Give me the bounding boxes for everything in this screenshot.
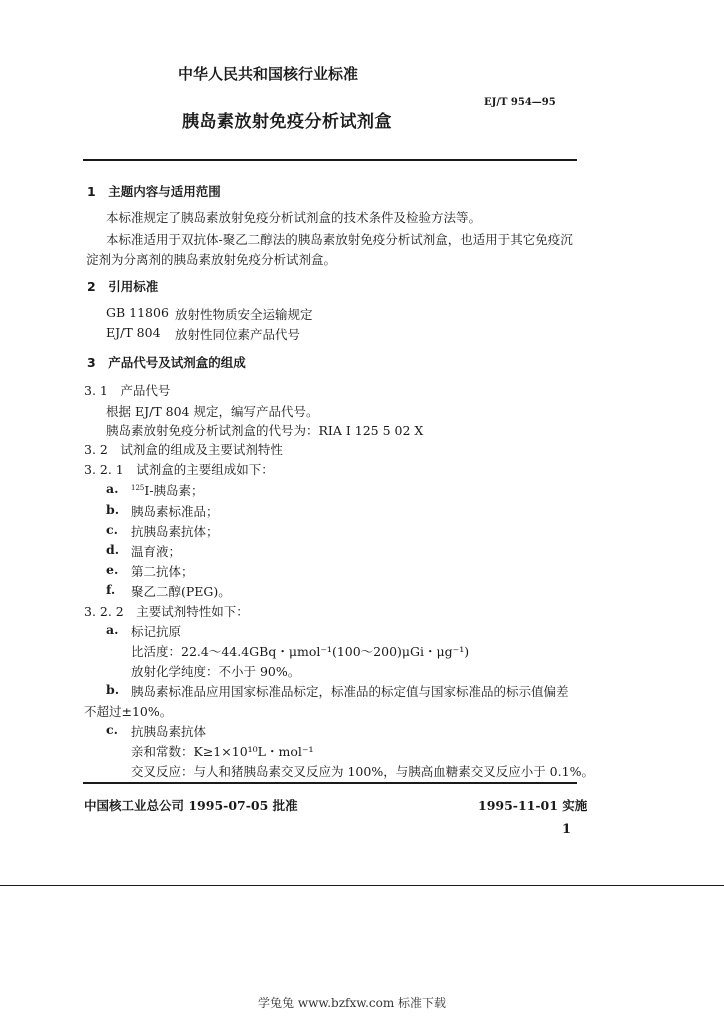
subsection-3-2-2-heading: 3. 2. 2 主要试剂特性如下： xyxy=(84,604,249,619)
approval-line: 中国核工业总公司 1995-07-05 批准 xyxy=(84,798,298,813)
list-item-marker: b. xyxy=(106,502,120,517)
list-item-text: I-胰岛素； xyxy=(144,483,204,498)
antibody-heading: 抗胰岛素抗体 xyxy=(131,724,207,739)
subsection-3-2-heading: 3. 2 试剂盒的组成及主要试剂特性 xyxy=(84,442,283,457)
list-item-text: 胰岛素标准品； xyxy=(131,504,219,519)
section-1-paragraph-2-line-1: 本标准适用于双抗体-聚乙二醇法的胰岛素放射免疫分析试剂盒，也适用于其它免疫沉 xyxy=(106,232,573,247)
cross-reaction: 交叉反应：与人和猪胰岛素交叉反应为 100%，与胰高血糖素交叉反应小于 0.1%。 xyxy=(131,764,594,779)
scan-edge-rule xyxy=(0,885,724,886)
subsection-3-2-1-heading: 3. 2. 1 试剂盒的主要组成如下： xyxy=(84,462,274,477)
section-1-heading: 1 主题内容与适用范围 xyxy=(87,184,221,199)
list-item-text: 第二抗体； xyxy=(131,564,194,579)
reference-code: GB 11806 xyxy=(106,305,169,320)
list-item-marker: f. xyxy=(106,582,116,597)
list-item-marker: d. xyxy=(106,542,120,557)
section-3-heading: 3 产品代号及试剂盒的组成 xyxy=(87,355,246,370)
org-title: 中华人民共和国核行业标准 xyxy=(178,65,359,83)
list-item-marker: c. xyxy=(106,522,118,537)
list-item-text: 聚乙二醇(PEG)。 xyxy=(131,584,231,599)
reference-code: EJ/T 804 xyxy=(106,325,161,340)
specific-activity: 比活度：22.4～44.4GBq・μmol⁻¹(100～200)μGi・μg⁻¹) xyxy=(131,644,470,659)
list-item-marker: e. xyxy=(106,562,119,577)
standard-requirement-line-1: 胰岛素标准品应用国家标准品标定，标准品的标定值与国家标准品的标示值偏差 xyxy=(131,684,569,699)
list-item-text: 抗胰岛素抗体； xyxy=(131,524,219,539)
subsection-3-1-heading: 3. 1 产品代号 xyxy=(84,383,171,398)
reference-title: 放射性物质安全运输规定 xyxy=(175,307,313,322)
document-title: 胰岛素放射免疫分析试剂盒 xyxy=(182,112,392,132)
list-item-text: 温育液； xyxy=(131,544,182,559)
list-item xyxy=(131,481,204,499)
list-item-marker: a. xyxy=(106,622,119,637)
section-2-heading: 2 引用标准 xyxy=(87,279,159,294)
isotope-superscript: 125 xyxy=(131,483,145,492)
section-1-paragraph-1: 本标准规定了胰岛素放射免疫分析试剂盒的技术条件及检验方法等。 xyxy=(106,210,482,225)
standard-code: EJ/T 954—95 xyxy=(484,97,556,108)
footer-rule xyxy=(83,782,577,784)
list-item-marker: a. xyxy=(106,481,119,496)
affinity-constant: 亲和常数：K≥1×10¹⁰L・mol⁻¹ xyxy=(131,744,314,759)
list-item-marker: b. xyxy=(106,682,120,697)
header-rule xyxy=(83,159,577,161)
page-number: 1 xyxy=(562,822,572,837)
radiochemical-purity: 放射化学纯度：不小于 90%。 xyxy=(131,664,301,679)
watermark-link[interactable]: 学兔兔 www.bzfxw.com 标准下载 xyxy=(258,996,447,1010)
standard-requirement-line-2: 不超过±10%。 xyxy=(84,704,173,719)
subsection-3-1-line-2: 胰岛素放射免疫分析试剂盒的代号为：RIA I 125 5 02 X xyxy=(106,423,424,438)
labeled-antigen-heading: 标记抗原 xyxy=(131,624,182,639)
reference-title: 放射性同位素产品代号 xyxy=(175,327,301,342)
section-1-paragraph-2-line-2: 淀剂为分离剂的胰岛素放射免疫分析试剂盒。 xyxy=(86,252,337,267)
list-item-marker: c. xyxy=(106,722,118,737)
subsection-3-1-line-1: 根据 EJ/T 804 规定，编写产品代号。 xyxy=(106,404,319,419)
effective-date: 1995-11-01 实施 xyxy=(478,798,588,813)
